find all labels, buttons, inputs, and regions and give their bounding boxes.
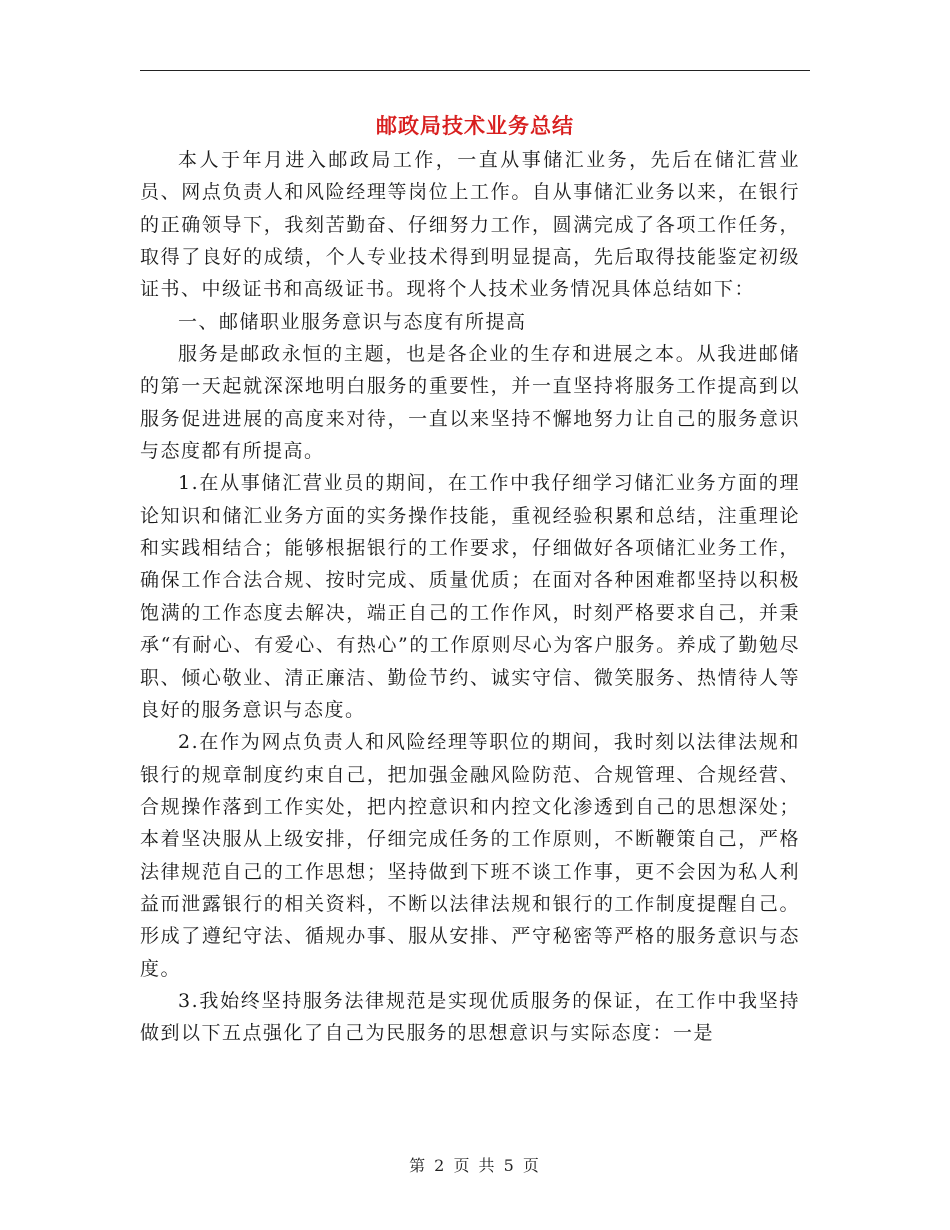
header-rule: [140, 70, 810, 71]
section-heading: 一、邮储职业服务意识与态度有所提高: [178, 310, 527, 333]
paragraph: 2.在作为网点负责人和风险经理等职位的期间，我时刻以法律法规和银行的规章制度约束自己，把加强金融风险防范、合规管理、合规经营、合规操作落到工作实处，把内控意识和内控文化渗透到自己的思想深处；本着坚决服从上级安排，仔细完成任务的工作原则，不断鞭策自己，严格法律规范自己的工作思想；坚持做到下班不谈工作事，更不会因为私人利益而泄露银行的相关资料，不断以法律法规和银行的工作制度提醒自己。形成了遵纪守法、循规办事、服从安排、严守秘密等严格的服务意识与态度。: [140, 731, 800, 980]
document-body: [140, 144, 800, 1050]
paragraph: 1.在从事储汇营业员的期间，在工作中我仔细学习储汇业务方面的理论知识和储汇业务方面的实务操作技能，重视经验积累和总结，注重理论和实践相结合；能够根据银行的工作要求，仔细做好各项储汇业务工作，确保工作合法合规、按时完成、质量优质；在面对各种困难都坚持以积极饱满的工作态度去解决，端正自己的工作作风，时刻严格要求自己，并秉承“有耐心、有爱心、有热心”的工作原则尽心为客户服务。养成了勤勉尽职、倾心敬业、清正廉洁、勤俭节约、诚实守信、微笑服务、热情待人等良好的服务意识与态度。: [140, 472, 800, 721]
document-title: 邮政局技术业务总结: [376, 113, 574, 138]
paragraph: 本人于年月进入邮政局工作，一直从事储汇业务，先后在储汇营业员、网点负责人和风险经理等岗位上工作。自从事储汇业务以来，在银行的正确领导下，我刻苦勤奋、仔细努力工作，圆满完成了各项工作任务，取得了良好的成绩，个人专业技术得到明显提高，先后取得技能鉴定初级证书、中级证书和高级证书。现将个人技术业务情况具体总结如下：: [140, 149, 800, 301]
paragraph: 3.我始终坚持服务法律规范是实现优质服务的保证，在工作中我坚持做到以下五点强化了自己为民服务的思想意识与实际态度：一是: [140, 989, 800, 1045]
page-number-footer: 第 2 页 共 5 页: [409, 1156, 541, 1175]
paragraph: 服务是邮政永恒的主题，也是各企业的生存和进展之本。从我进邮储的第一天起就深深地明白服务的重要性，并一直坚持将服务工作提高到以服务促进进展的高度来对待，一直以来坚持不懈地努力让自己的服务意识与态度都有所提高。: [140, 343, 800, 463]
